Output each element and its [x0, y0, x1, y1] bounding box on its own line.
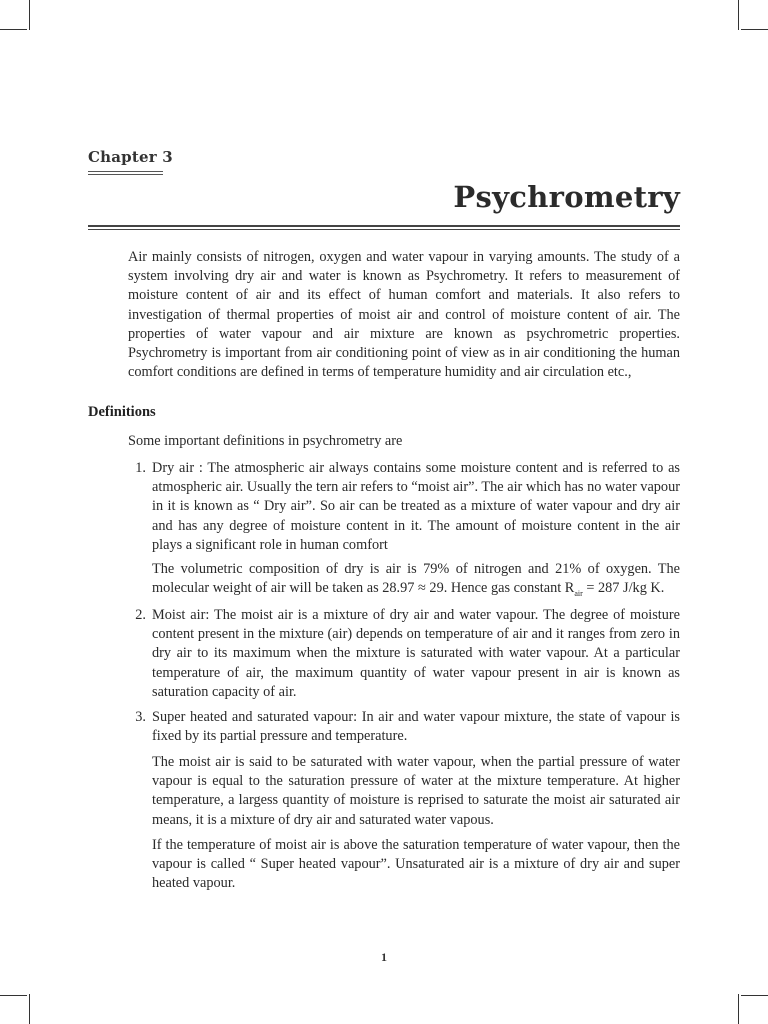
crop-mark-top-right-v: [738, 0, 739, 30]
item-3-paragraph-a: The moist air is said to be saturated with water vapour, when the partial pressure of water vapour is equal to the saturation pressure of water at the mixture temperature. At higher temperature, a largess quantity of moisture is reprised to saturate the moist air saturated air means, it is a mixture of dry air and saturated water vapous.: [152, 754, 680, 828]
chapter-rule-bottom: [88, 174, 163, 175]
list-number: 1.: [135, 460, 146, 476]
chapter-title: Psychrometry: [453, 180, 680, 214]
item-3-paragraph-b: If the temperature of moist air is above the saturation temperature of water vapour, then the vapour is called “ Super heated vapour”. Unsaturated air is a mixture of dry air and super heated vapour.: [152, 837, 680, 892]
list-number: 2.: [135, 607, 146, 623]
list-item-text: Moist air: The moist air is a mixture of dry air and water vapour. The degree of moisture content present in the mixture (air) depends on temperature of air and it ranges from zero in dry air to its maximum when the mixture is saturated with water vapour. At a particular temperature of air, the maximum quantity of water vapour present in air is known as saturation capacity of air.: [152, 607, 680, 700]
crop-mark-bottom-left-v: [29, 994, 30, 1024]
section-heading: Definitions: [88, 404, 156, 420]
crop-mark-bottom-left-h: [0, 995, 27, 996]
item-1-subparagraph: [152, 560, 680, 603]
crop-mark-bottom-right-h: [741, 995, 768, 996]
subscript: air: [574, 589, 583, 599]
crop-mark-bottom-right-v: [738, 994, 739, 1024]
title-rule-thick: [88, 225, 680, 227]
item-1-sub-text: The volumetric composition of dry is air is 79% of nitrogen and 21% of oxygen. The molecular weight of air will be taken as 28.97 ≈ 29. Hence gas constant R: [152, 561, 680, 597]
crop-mark-top-right-h: [741, 29, 768, 30]
definitions-lead: Some important definitions in psychrometry are: [128, 433, 403, 449]
crop-mark-top-left-v: [29, 0, 30, 30]
list-item-text: Dry air : The atmospheric air always contains some moisture content and is referred to as atmospheric air. Usually the tern air refers to “moist air”. The air which has no water vapour in it is known as “ Dry air”. So air can be treated as a mixture of water vapour and dry air and has any degree of moisture content in it. The amount of moisture content in the air plays a significant role in human comfort: [152, 460, 680, 553]
chapter-label: Chapter 3: [88, 148, 173, 166]
page-number: 1: [381, 950, 387, 964]
crop-mark-top-left-h: [0, 29, 27, 30]
intro-paragraph: Air mainly consists of nitrogen, oxygen and water vapour in varying amounts. The study of a system involving dry air and water is known as Psychrometry. It refers to measurement of moisture content of air and its effect of human comfort and materials. It also refers to investigation of thermal properties of moist air and control of moisture content of air. The properties of water vapour and air mixture are known as psychrometric properties. Psychrometry is important from air conditioning point of view as in air conditioning the human comfort conditions are defined in terms of temperature humidity and air circulation etc.,: [128, 249, 680, 381]
item-1-sub-text-end: = 287 J/kg K.: [582, 580, 665, 597]
chapter-rule-top: [88, 171, 163, 172]
list-number: 3.: [135, 709, 146, 725]
title-rule-thin: [88, 229, 680, 230]
list-item-text: Super heated and saturated vapour: In air and water vapour mixture, the state of vapour is fixed by its partial pressure and temperature.: [152, 709, 680, 745]
